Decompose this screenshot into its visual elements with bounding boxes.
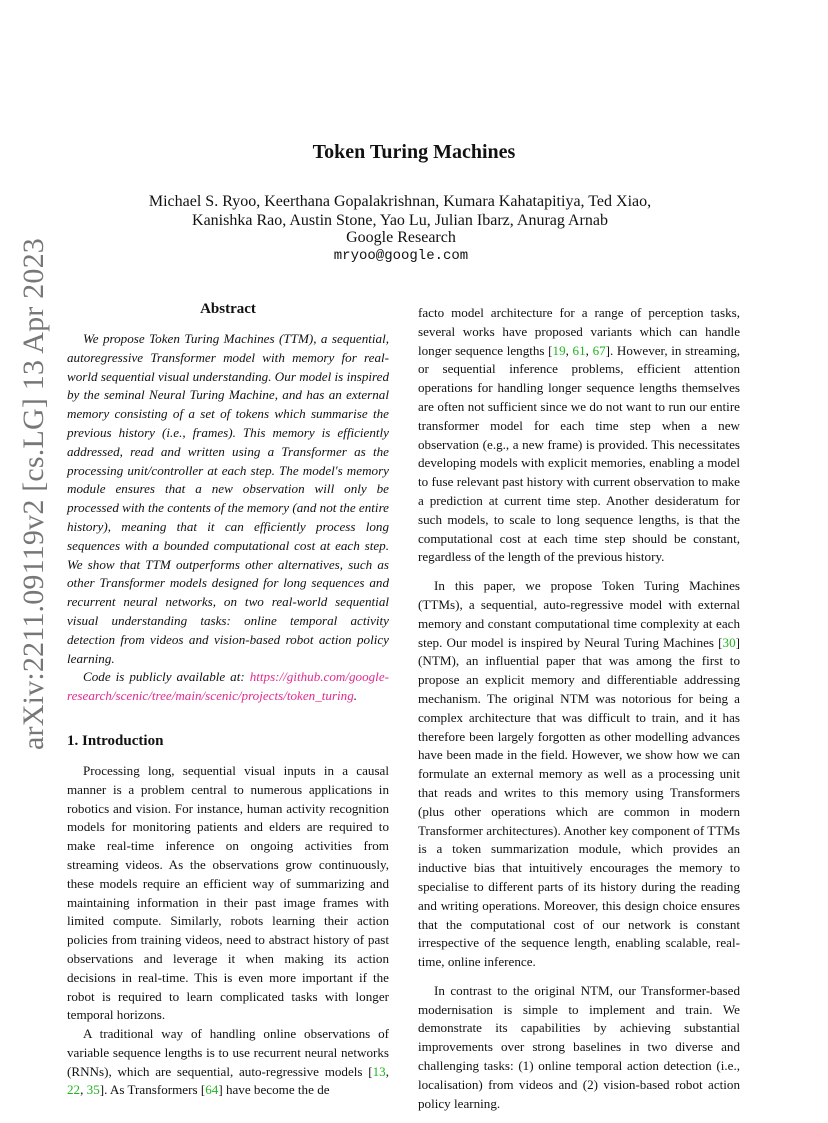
introduction-body <box>67 762 389 1100</box>
intro-p2-sep-1: , <box>385 1063 389 1079</box>
right-column <box>418 304 740 1123</box>
arxiv-stamp-text: arXiv:2211.09119v2 [cs.LG] 13 Apr 2023 <box>17 238 50 750</box>
citation-link[interactable]: 61 <box>572 342 586 358</box>
affiliation: Google Research <box>346 229 456 246</box>
code-availability <box>67 668 389 706</box>
right-p2-text-a: In this paper, we propose Token Turing Machines (TTMs), a sequential, auto-regressive model with external memory and constant computational time complexity at each step. Our model is inspired by Neural Turing Machines [ <box>418 578 740 650</box>
intro-paragraph-2 <box>67 1025 389 1100</box>
abstract-body: We propose Token Turing Machines (TTM), a sequential, autoregressive Transformer model with memory for real-world sequential visual understanding. Our model is inspired by the seminal Neural Turing Machine, and has an external memory consisting of a set of tokens which summarise the previous history (i.e., frames). This memory is efficiently addressed, read and written using a Transformer as the processing unit/controller at each step. The model's memory module ensures that a new observation will only be processed with the contents of the memory (and not the entire history), meaning that it can efficiently process long sequences with a bounded computational cost at each step. We show that TTM outperforms other alternatives, such as other Transformer models designed for long sequences and recurrent neural networks, on two real-world sequential visual understanding tasks: online temporal activity detection from videos and vision-based robot action policy learning. <box>67 331 389 666</box>
authors-line-1: Michael S. Ryoo, Keerthana Gopalakrishnan, Kumara Kahatapitiya, Ted Xiao, <box>148 193 652 210</box>
abstract-section <box>67 330 389 706</box>
intro-p2-text-c: ] have become the de <box>218 1082 330 1098</box>
right-paragraph-1 <box>418 304 740 567</box>
right-p1-text-b: ]. However, in streaming, or sequential inference problems, efficient attention operations for handling longer sequence lengths themselves are often not sufficient since we do not want to run our entire transformer model for each time step when a new observation (e.g., a new frame) is provided. This necessitates developing models with explicit memories, enabling a model to fuse relevant past history with current observation to make a prediction at current time step. Another desideratum for such models, to scale to long sequence lengths, is that the computational cost at each time step should be constant, regardless of the length of the previous history. <box>418 342 741 565</box>
citation-link[interactable]: 13 <box>372 1063 386 1079</box>
citation-link[interactable]: 22 <box>67 1082 81 1098</box>
intro-p2-sep-2: , <box>80 1082 87 1098</box>
authors-line-2: Kanishka Rao, Austin Stone, Yao Lu, Julian Ibarz, Anurag Arnab <box>192 212 608 229</box>
citation-link[interactable]: 67 <box>592 342 606 358</box>
right-p2-text-b: ] (NTM), an influential paper that was among the first to propose an explicit memory and differentiable addressing mechanism. The original NTM was notorious for being a complex architecture that was difficult to train, and it has therefore been largely forgotten as other modelling advances have been made in the field. However, we show how we can formulate an external memory as well as a processing unit that reads and writes to this memory using Transformers (plus other operations which are common in modern Transformer architectures). Another key component of TTMs is a token summarization module, which provides an inductive bias that intuitively encourages the memory to specialise to different parts of its history during the reading and writing operations. Moreover, this design choice ensures that the computational cost of our network is constant irrespective of the sequence length, enabling scalable, real-time, online inference. <box>418 634 740 970</box>
code-repo-link[interactable]: https://github.com/google-research/scenic/tree/main/scenic/projects/token_turing <box>67 669 389 704</box>
citation-link[interactable]: 30 <box>722 634 736 650</box>
citation-link[interactable]: 35 <box>86 1082 100 1098</box>
right-p1-text-a: facto model architecture for a range of perception tasks, several works have proposed variants which can handle longer sequence lengths [ <box>418 305 740 358</box>
code-suffix: . <box>353 688 358 704</box>
right-paragraph-3: In contrast to the original NTM, our Transformer-based modernisation is simple to implement and train. We demonstrate its capabilities by achieving substantial improvements over strong baselines in two diverse and challenging tasks: (1) online temporal action detection (i.e., localisation) from videos and (2) vision-based robot action policy learning. <box>418 982 740 1111</box>
arxiv-identifier-stamp <box>12 238 56 750</box>
paper-title: Token Turing Machines <box>312 141 516 163</box>
introduction-heading: 1. Introduction <box>67 732 164 749</box>
author-list <box>90 192 710 230</box>
left-column <box>67 300 389 1100</box>
intro-p2-text-b: ]. As Transformers [ <box>99 1082 206 1098</box>
intro-paragraph-1: Processing long, sequential visual inputs in a causal manner is a problem central to numerous applications in robotics and vision. For instance, human activity recognition models for monitoring patients and elders are required to make real-time inference on ongoing activities from streaming videos. As the observations grow continuously, these models require an efficient way of summarizing and maintaining information in their past image frames with limited compute. Similarly, robots learning their action policies from training videos, need to abstract history of past observations and leverage it when making its action decisions in real-time. This is even more important if the robot is required to learn complicated tasks with longer temporal horizons. <box>67 762 389 1023</box>
right-paragraph-2 <box>418 577 740 972</box>
right-p1-sep-2: , <box>585 342 593 358</box>
intro-p2-text-a: A traditional way of handling online observations of variable sequence lengths is to use recurrent neural networks (RNNs), which are sequential, auto-regressive models [ <box>67 1026 389 1079</box>
citation-link[interactable]: 19 <box>552 342 566 358</box>
abstract-heading: Abstract <box>200 301 256 317</box>
code-prefix: Code is publicly available at: <box>83 669 250 685</box>
right-p1-sep-1: , <box>565 342 573 358</box>
author-email[interactable]: mryoo@google.com <box>333 248 469 264</box>
citation-link[interactable]: 64 <box>205 1082 219 1098</box>
